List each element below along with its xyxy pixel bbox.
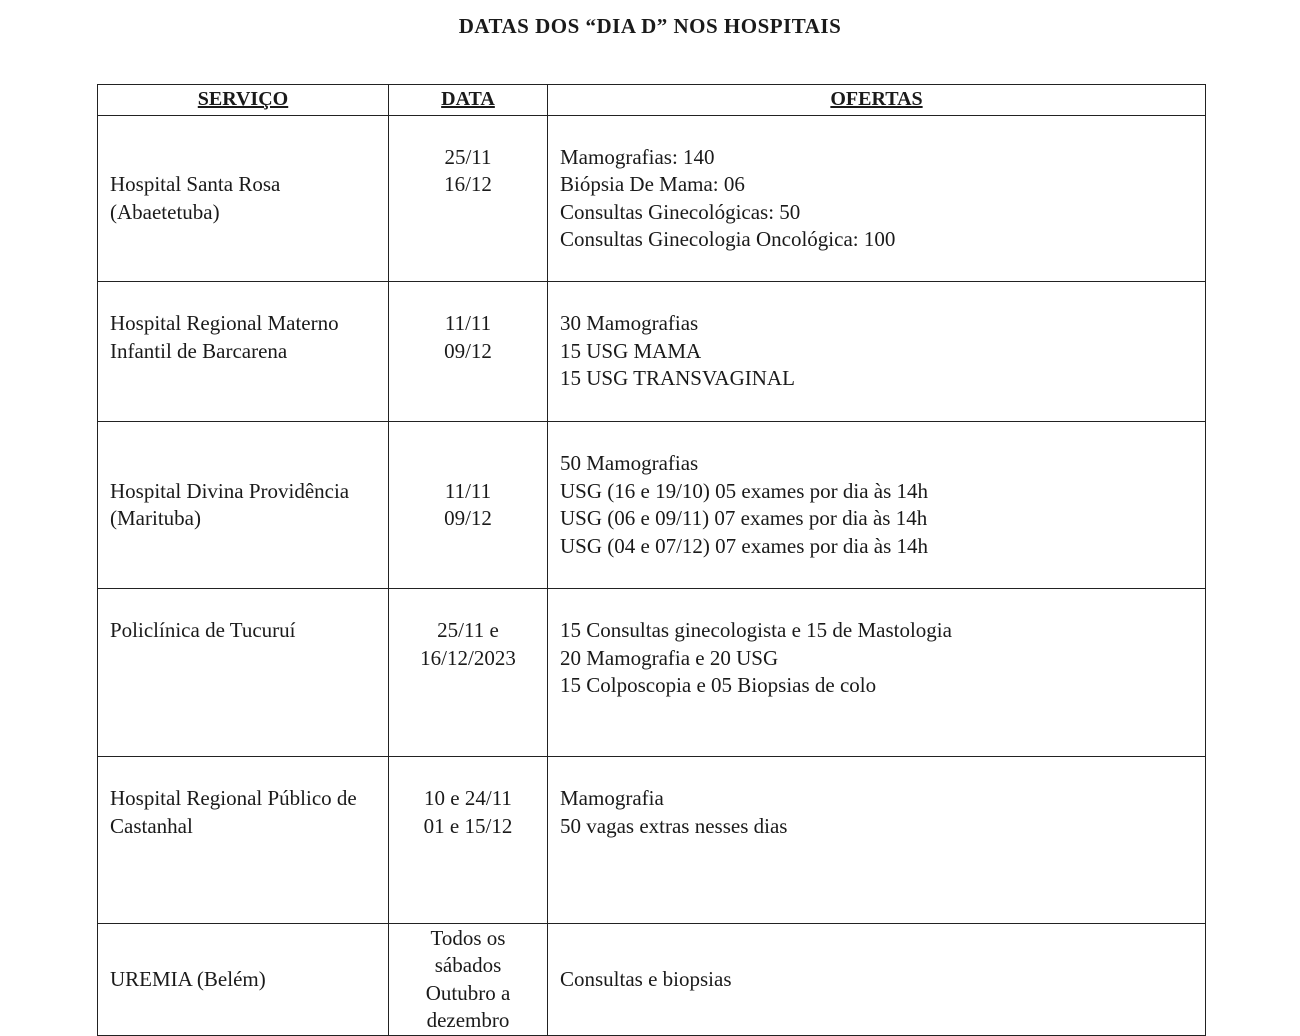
header-data: DATA [389,85,548,116]
data-cell [389,924,548,1036]
servico-cell [98,757,389,924]
data-line: 16/12/2023 [420,645,516,670]
oferta-line: Biópsia De Mama: 06 [560,172,745,196]
data-line-blank [389,226,547,254]
data-cell [389,282,548,422]
oferta-line: 50 Mamografias [560,451,699,475]
data-line: 25/11 e [437,618,499,642]
oferta-line: Consultas Ginecológicas: 50 [560,199,801,224]
oferta-line: 15 Colposcopia e 05 Biopsias de colo [560,673,877,697]
document-title: DATAS DOS “DIA D” NOS HOSPITAIS [458,14,842,38]
ofertas-cell [548,757,1206,924]
servico-cell [98,924,389,1036]
servico-cell [98,116,389,282]
table-row [98,282,1206,422]
data-line: 11/11 [444,478,492,503]
servico-cell [98,282,389,422]
data-cell [389,757,548,924]
data-line: Outubro a [425,980,511,1005]
header-servico: SERVIÇO [98,85,389,116]
servico-line: Hospital Regional Materno [110,311,339,336]
table-header-row [98,85,1206,116]
oferta-line: Mamografia [560,786,664,810]
data-line: Todos os [430,925,506,950]
oferta-line: 30 Mamografias [560,311,699,336]
data-line-blank [389,199,547,227]
data-cell [389,422,548,589]
servico-line: Hospital Regional Público de [110,786,357,810]
data-line: 11/11 [444,311,492,336]
oferta-line: USG (04 e 07/12) 07 exames por dia às 14h [560,533,929,558]
oferta-line: Consultas Ginecologia Oncológica: 100 [560,227,896,251]
ofertas-cell [548,116,1206,282]
ofertas-cell [548,422,1206,589]
data-line: 09/12 [444,506,492,530]
data-line: 01 e 15/12 [423,813,513,838]
data-line: dezembro [426,1008,510,1032]
table-row [98,589,1206,757]
header-ofertas: OFERTAS [548,85,1206,116]
data-line: 10 e 24/11 [424,786,512,810]
table-row [98,757,1206,924]
oferta-line: 50 vagas extras nesses dias [560,813,788,838]
oferta-line: USG (16 e 19/10) 05 exames por dia às 14h [560,478,929,503]
data-cell [389,116,548,282]
ofertas-cell [548,282,1206,422]
data-line: 16/12 [444,172,492,196]
servico-cell [98,422,389,589]
table-row [98,924,1206,1036]
oferta-line: USG (06 e 09/11) 07 exames por dia às 14h [560,506,928,530]
table-row [98,116,1206,282]
oferta-line: 15 USG MAMA [560,338,702,363]
oferta-line: Consultas e biopsias [560,966,732,991]
servico-line: Hospital Santa Rosa [110,172,281,196]
data-cell [389,589,548,757]
servico-line: Infantil de Barcarena [110,338,288,363]
data-line: sábados [434,953,502,977]
servico-line: UREMIA (Belém) [110,966,266,991]
servico-line: (Abaetetuba) [110,199,220,224]
table-row [98,422,1206,589]
servico-line-blank [110,365,376,393]
data-line: 25/11 [444,144,492,169]
hospital-schedule-table [97,84,1206,1036]
oferta-line: 20 Mamografia e 20 USG [560,645,779,670]
oferta-line: Mamografias: 140 [560,144,715,169]
servico-line: Hospital Divina Providência [110,478,350,503]
servico-line: Castanhal [110,813,193,838]
servico-cell [98,589,389,757]
servico-line: Policlínica de Tucuruí [110,618,296,642]
data-line-blank [389,365,547,393]
ofertas-cell [548,589,1206,757]
servico-line: (Marituba) [110,506,201,530]
ofertas-cell [548,924,1206,1036]
oferta-line: 15 Consultas ginecologista e 15 de Mastologia [560,618,952,642]
oferta-line: 15 USG TRANSVAGINAL [560,366,795,391]
data-line: 09/12 [444,338,492,363]
